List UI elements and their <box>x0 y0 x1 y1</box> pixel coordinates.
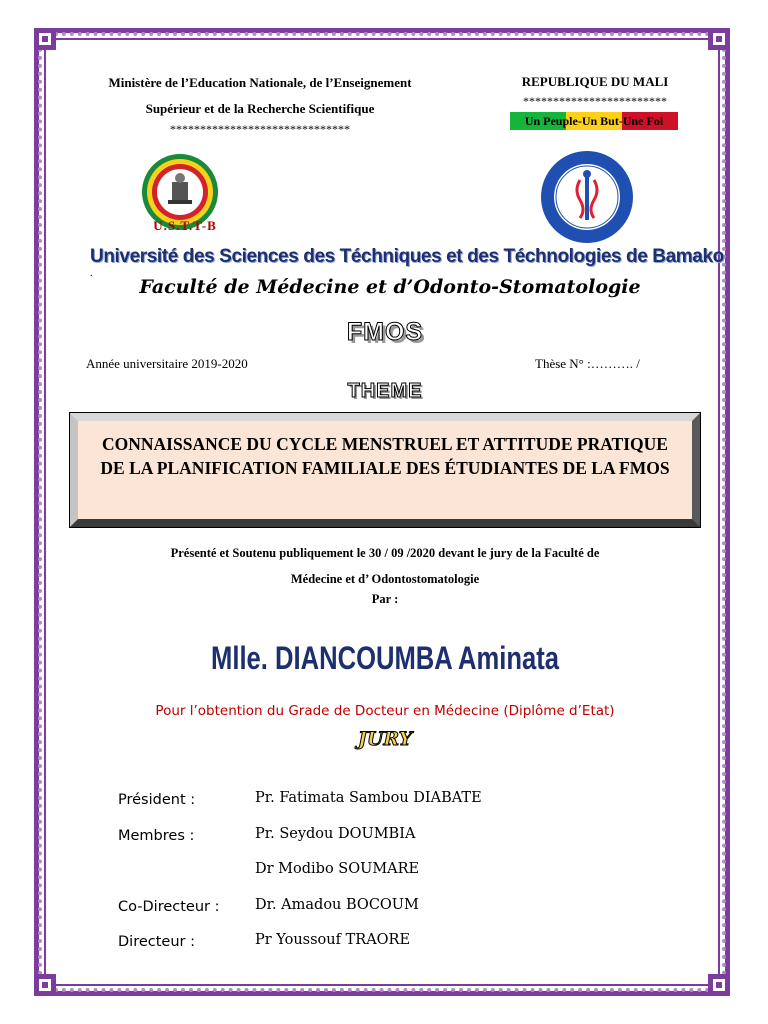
ministry-stars: ****************************** <box>170 122 350 136</box>
ministry-block <box>70 70 450 136</box>
jury-name-president: Pr. Fatimata Sambou DIABATE <box>255 790 482 806</box>
usttb-caption: U.S.T.T-B <box>153 218 217 233</box>
academic-year: Année universitaire 2019-2020 <box>86 356 248 371</box>
national-motto <box>510 112 678 130</box>
faculty-name: Faculté de Médecine et d’Odonto-Stomatologie <box>139 276 641 298</box>
presentation-text <box>100 540 670 592</box>
corner-ornament-top-left <box>34 28 56 50</box>
fmos-logo-icon <box>540 150 634 244</box>
thesis-number: Thèse N° :………. / <box>535 356 640 371</box>
stray-dot: . <box>90 268 93 279</box>
fmos-heading: FMOS <box>346 318 424 346</box>
degree-purpose: Pour l’obtention du Grade de Docteur en Médecine (Diplôme d’Etat) <box>155 703 615 719</box>
jury-name-director: Pr Youssouf TRAORE <box>255 932 411 948</box>
par-label: Par : <box>371 592 399 606</box>
jury-role-director: Directeur : <box>118 934 195 950</box>
jury-heading: JURY <box>357 728 413 750</box>
jury-role-president: Président : <box>118 792 196 808</box>
jury-name-member-1: Pr. Seydou DOUMBIA <box>255 826 416 842</box>
motto-part-1: Un Peuple <box>524 114 578 128</box>
ministry-line-2: Supérieur et de la Recherche Scientifique <box>145 101 375 116</box>
presentation-line-1: Présenté et Soutenu publiquement le 30 / 09 /2020 devant le jury de la Faculté de <box>170 546 600 560</box>
corner-ornament-top-right <box>708 28 730 50</box>
thesis-title: CONNAISSANCE DU CYCLE MENSTRUEL ET ATTITUDE PRATIQUE DE LA PLANIFICATION FAMILIALE DES ÉTUDIANTES DE LA FMOS <box>100 434 670 478</box>
republic-title: REPUBLIQUE DU MALI <box>521 74 669 89</box>
corner-ornament-bottom-left <box>34 974 56 996</box>
jury-role-codirector: Co-Directeur : <box>118 899 220 915</box>
university-name: Université des Sciences des Téchniques et des Téchnologies de Bamako <box>90 246 724 267</box>
ministry-line-1: Ministère de l’Education Nationale, de l’Enseignement <box>108 75 412 90</box>
candidate-name: Mlle. DIANCOUMBA Aminata <box>211 640 559 676</box>
motto-part-2: -Un But- <box>577 114 623 128</box>
presentation-line-2: Médecine et d’ Odontostomatologie <box>290 572 480 586</box>
republic-stars: ************************ <box>523 94 667 108</box>
jury-name-codirector: Dr. Amadou BOCOUM <box>255 897 419 913</box>
motto-part-3: Une Foi <box>622 114 664 128</box>
jury-role-members: Membres : <box>118 828 195 844</box>
jury-name-member-2: Dr Modibo SOUMARE <box>255 861 420 877</box>
theme-heading: THEME <box>347 380 423 402</box>
corner-ornament-bottom-right <box>708 974 730 996</box>
